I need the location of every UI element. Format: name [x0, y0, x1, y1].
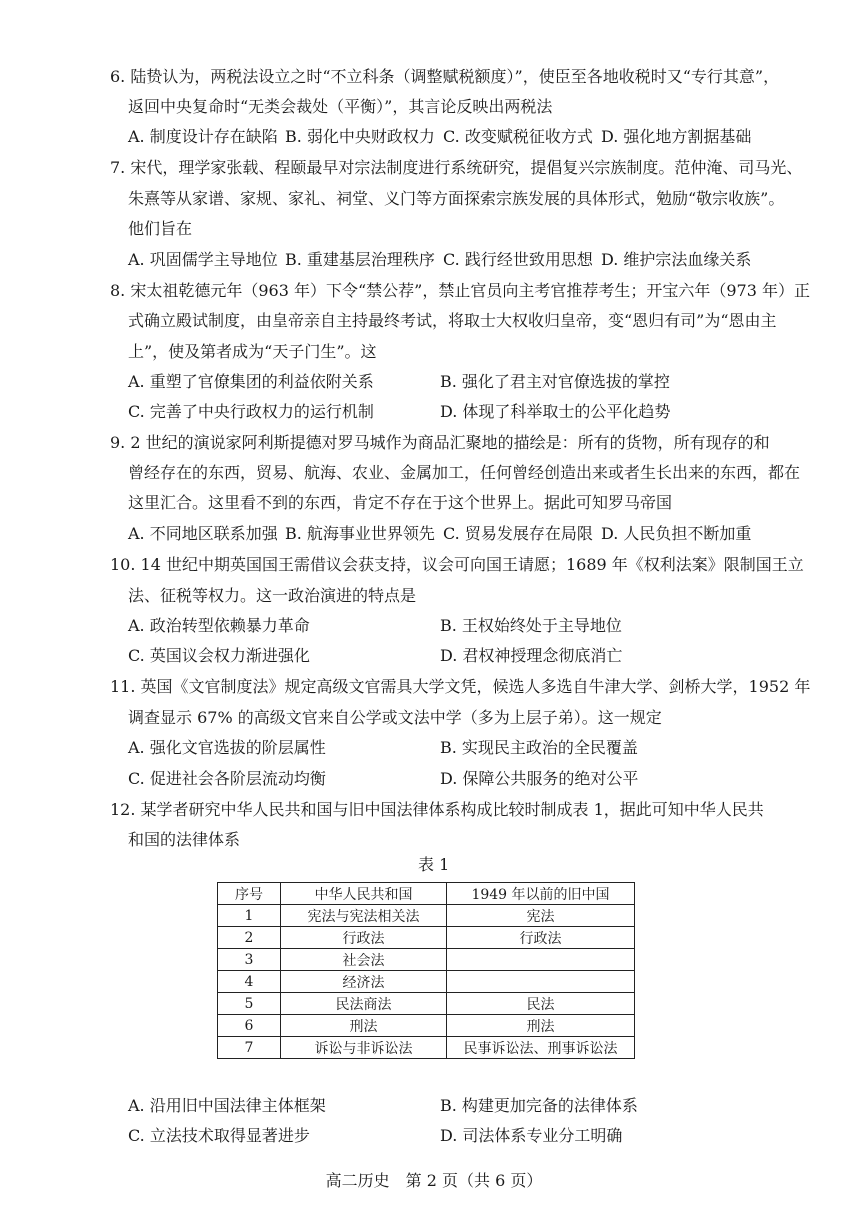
question-7-option-a: A. 巩固儒学主导地位	[128, 250, 278, 269]
question-11-line-2: 调查显示 67% 的高级文官来自公学或文法中学（多为上层子弟）。这一规定	[128, 708, 662, 727]
question-7-option-b: B. 重建基层治理秩序	[285, 250, 435, 269]
table-caption: 表 1	[418, 855, 450, 874]
question-6-option-a: A. 制度设计存在缺陷	[128, 127, 278, 146]
question-9-line-3: 这里汇合。这里看不到的东西，肯定不存在于这个世界上。据此可知罗马帝国	[128, 493, 673, 512]
question-12-option-b: B. 构建更加完备的法律体系	[440, 1096, 638, 1115]
question-11-option-c: C. 促进社会各阶层流动均衡	[128, 769, 326, 788]
question-8-line-2: 式确立殿试制度，由皇帝亲自主持最终考试，将取士大权收归皇帝，变“恩归有司”为“恩由主	[128, 311, 777, 330]
question-6-option-c: C. 改变赋税征收方式	[443, 127, 593, 146]
question-8-option-a: A. 重塑了官僚集团的利益依附关系	[128, 372, 374, 391]
question-8-line-1: 8. 宋太祖乾德元年（963 年）下令“禁公荐”，禁止官员向主考官推荐考生；开宝六年（973 年）正	[110, 281, 810, 300]
question-7-option-d: D. 维护宗法血缘关系	[601, 250, 752, 269]
table-cell: 刑法	[281, 1015, 447, 1037]
table-row	[218, 905, 635, 927]
question-6-line-2: 返回中央复命时“无类会裁处（平衡）”，其言论反映出两税法	[128, 97, 553, 116]
question-8-option-c: C. 完善了中央行政权力的运行机制	[128, 402, 374, 421]
question-11-option-d: D. 保障公共服务的绝对公平	[440, 769, 639, 788]
question-12-line-2: 和国的法律体系	[128, 830, 241, 849]
question-8-option-b: B. 强化了君主对官僚选拔的掌控	[440, 372, 670, 391]
table-cell: 诉讼与非诉讼法	[281, 1037, 447, 1059]
table-cell: 6	[218, 1015, 281, 1037]
question-12-option-c: C. 立法技术取得显著进步	[128, 1126, 310, 1145]
table-cell: 民事诉讼法、刑事诉讼法	[447, 1037, 635, 1059]
table-cell: 7	[218, 1037, 281, 1059]
question-9-line-1: 9. 2 世纪的演说家阿利斯提德对罗马城作为商品汇聚地的描绘是：所有的货物，所有现存的和	[110, 433, 770, 452]
table-cell: 2	[218, 927, 281, 949]
table-cell: 宪法	[447, 905, 635, 927]
table-row	[218, 927, 635, 949]
table-header-cell: 1949 年以前的旧中国	[447, 883, 635, 905]
question-9-option-d: D. 人民负担不断加重	[601, 524, 752, 543]
table-cell: 行政法	[447, 927, 635, 949]
table-cell: 民法商法	[281, 993, 447, 1015]
question-10-line-1: 10. 14 世纪中期英国国王需借议会获支持，议会可向国王请愿；1689 年《权利法案》限制国王立	[110, 555, 804, 574]
table-cell: 4	[218, 971, 281, 993]
question-12-option-a: A. 沿用旧中国法律主体框架	[128, 1096, 326, 1115]
question-9-option-b: B. 航海事业世界领先	[285, 524, 435, 543]
question-7-option-c: C. 践行经世致用思想	[443, 250, 593, 269]
question-11-option-b: B. 实现民主政治的全民覆盖	[440, 738, 638, 757]
question-12-option-d: D. 司法体系专业分工明确	[440, 1126, 623, 1145]
question-10-option-c: C. 英国议会权力渐进强化	[128, 646, 310, 665]
table-cell	[447, 949, 635, 971]
question-6-line-1: 6. 陆贽认为，两税法设立之时“不立科条（调整赋税额度）”，使臣至各地收税时又“专行其意”，	[110, 67, 780, 86]
question-6-option-d: D. 强化地方割据基础	[601, 127, 752, 146]
table-cell: 5	[218, 993, 281, 1015]
table-row	[218, 949, 635, 971]
question-11-line-1: 11. 英国《文官制度法》规定高级文官需具大学文凭，候选人多选自牛津大学、剑桥大学，1952 年	[110, 677, 811, 696]
question-8-line-3: 上”，使及第者成为“天子门生”。这	[128, 342, 377, 361]
question-11-option-a: A. 强化文官选拔的阶层属性	[128, 738, 326, 757]
question-7-line-2: 朱熹等从家谱、家规、家礼、祠堂、义门等方面探索宗族发展的具体形式，勉励“敬宗收族”。	[128, 189, 785, 208]
table-row	[218, 1037, 635, 1059]
question-9-option-c: C. 贸易发展存在局限	[443, 524, 593, 543]
question-6-option-b: B. 弱化中央财政权力	[285, 127, 435, 146]
table-cell: 刑法	[447, 1015, 635, 1037]
question-9-line-2: 曾经存在的东西，贸易、航海、农业、金属加工，任何曾经创造出来或者生长出来的东西，都在	[128, 463, 801, 482]
table-row	[218, 1015, 635, 1037]
table-cell: 民法	[447, 993, 635, 1015]
question-10-option-b: B. 王权始终处于主导地位	[440, 616, 622, 635]
table-cell: 经济法	[281, 971, 447, 993]
question-9-option-a: A. 不同地区联系加强	[128, 524, 278, 543]
question-10-line-2: 法、征税等权力。这一政治演进的特点是	[128, 586, 417, 605]
question-12-line-1: 12. 某学者研究中华人民共和国与旧中国法律体系构成比较时制成表 1，据此可知中华人民共	[110, 800, 764, 819]
table-cell: 社会法	[281, 949, 447, 971]
table-cell	[447, 971, 635, 993]
question-8-option-d: D. 体现了科举取士的公平化趋势	[440, 402, 671, 421]
page-footer: 高二历史 第 2 页（共 6 页）	[325, 1171, 543, 1190]
question-7-line-1: 7. 宋代，理学家张载、程颐最早对宗法制度进行系统研究，提倡复兴宗族制度。范仲淹、司马光、	[110, 158, 803, 177]
table-header-row	[218, 883, 635, 905]
question-10-option-d: D. 君权神授理念彻底消亡	[440, 646, 623, 665]
table-cell: 行政法	[281, 927, 447, 949]
table-header-cell: 序号	[218, 883, 281, 905]
table-cell: 3	[218, 949, 281, 971]
table-row	[218, 993, 635, 1015]
question-10-option-a: A. 政治转型依赖暴力革命	[128, 616, 310, 635]
table-header-cell: 中华人民共和国	[281, 883, 447, 905]
table-row	[218, 971, 635, 993]
question-7-line-3: 他们旨在	[128, 219, 193, 238]
table-cell: 宪法与宪法相关法	[281, 905, 447, 927]
law-system-table	[217, 882, 635, 1059]
table-cell: 1	[218, 905, 281, 927]
